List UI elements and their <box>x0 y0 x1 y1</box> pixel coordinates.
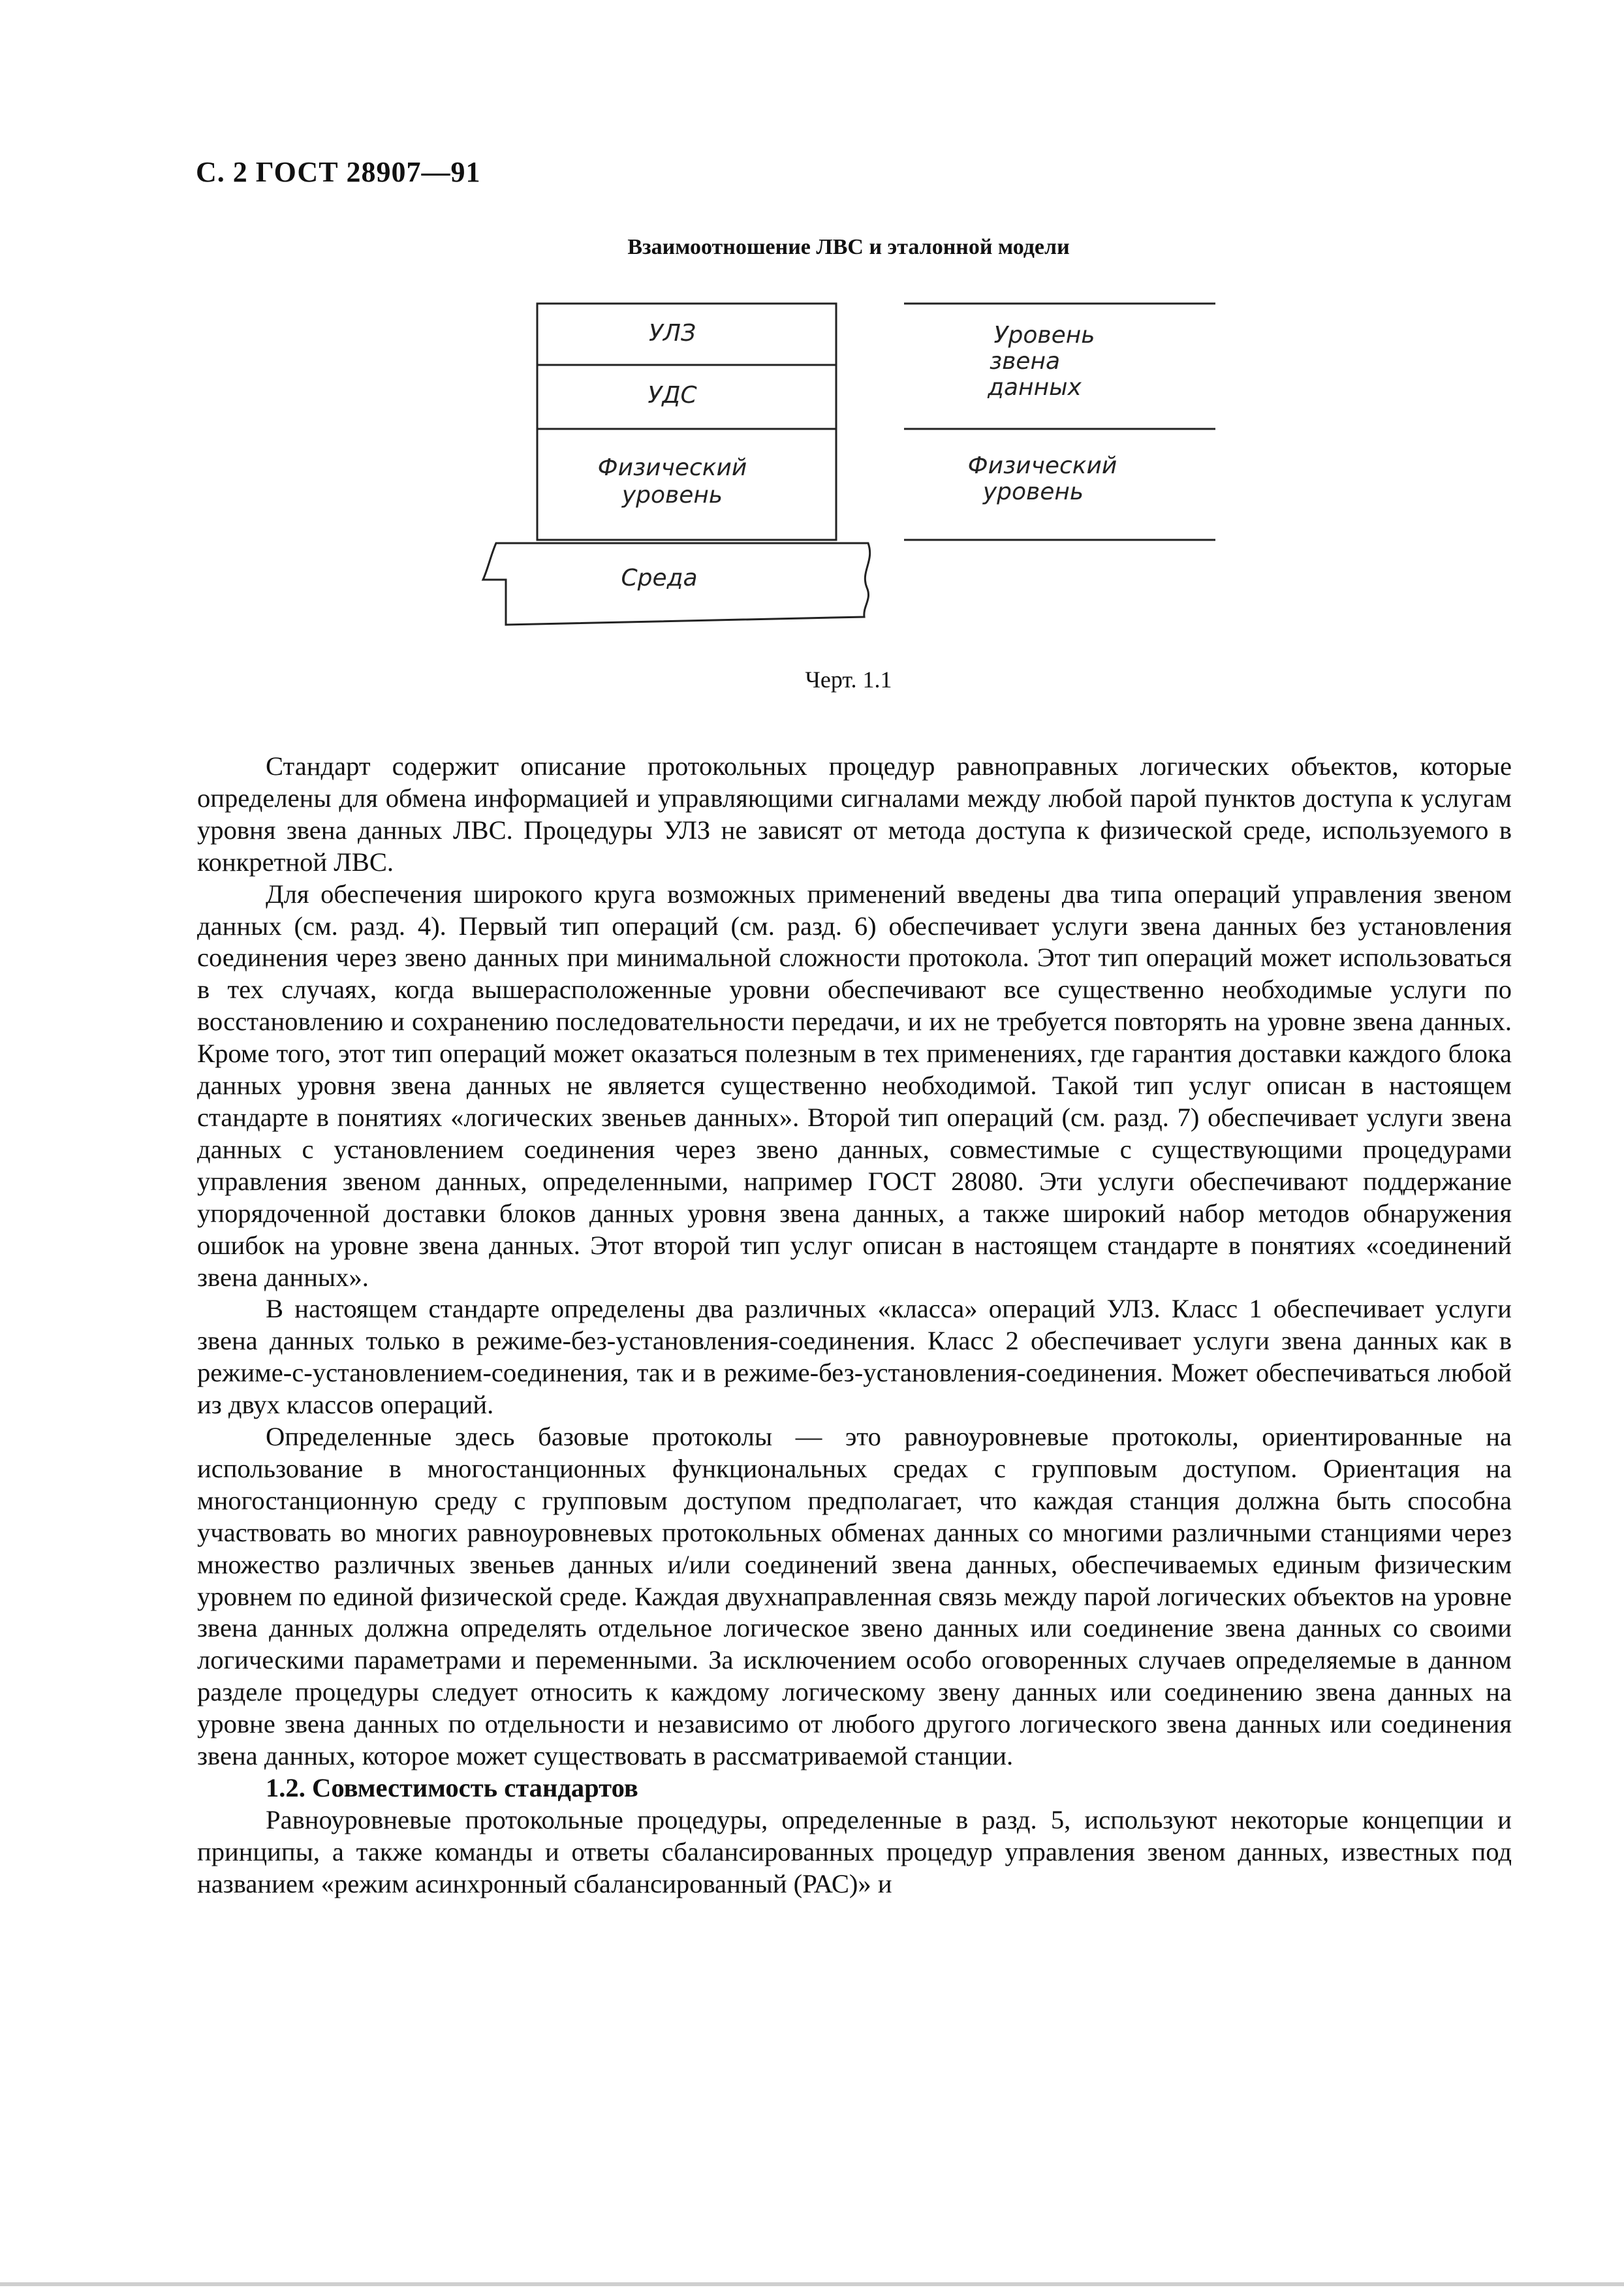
right-physical-line1: Физический <box>967 452 1117 479</box>
paragraph-5: Равноуровневые протокольные процедуры, определенные в разд. 5, используют некоторые концепции и принципы, а также команды и ответы сбалансированных процедур управления звеном данных, известных под названием «режим асинхронный сбалансированный (РАС)» и <box>197 1804 1512 1898</box>
link-level-line2: звена <box>989 348 1061 375</box>
figure-caption: Черт. 1.1 <box>805 667 892 693</box>
link-level-line1: Уровень <box>993 322 1095 349</box>
paragraph-3: В настоящем стандарте определены два различных «класса» операций УЛЗ. Класс 1 обеспечивает услуги звена данных только в режиме-без-установления-соединения. Класс 2 обеспечивает услуги звена данных как в режиме-с-установлением-соединения, так и в режиме-без-установления-соединения. Может обеспечиваться любой из двух классов операций. <box>197 1294 1512 1420</box>
physical-label-line1: Физический <box>597 454 747 481</box>
scan-bottom-edge <box>0 2282 1624 2286</box>
figure-title: Взаимоотношение ЛВС и эталонной модели <box>627 235 1070 259</box>
uds-label: УДС <box>648 382 697 409</box>
paragraph-4: Определенные здесь базовые протоколы — это равноуровневые протоколы, ориентированные на использование в многостанционных функциональных средах с групповым доступом. Ориентация на многостанционную среду с групповым доступом предполагает, что каждая станция должна быть способна участвовать во многих равноуровневых протокольных обменах данных со многими различными станциями через множество различных звеньев данных и/или соединений звена данных, обеспечиваемых единым физическим уровнем по единой физической среде. Каждая двухнаправленная связь между парой логических объектов на уровне звена данных должна определять отдельное логическое звено данных или соединение звена данных со своими логическими параметрами и переменными. За исключением особо оговоренных случаев определяемые в данном разделе процедуры следует относить к каждому логическому звену данных или соединению звена данных на уровне звена данных по отдельности и независимо от любого другого логического звена данных или соединения звена данных, которое может существовать в рассматриваемой станции. <box>197 1422 1512 1771</box>
ulz-label: УЛЗ <box>648 320 696 347</box>
link-level-line3: данных <box>988 374 1082 401</box>
page-header: С. 2 ГОСТ 28907—91 <box>196 156 481 188</box>
body-text <box>197 751 1512 1900</box>
physical-label-line2: уровень <box>621 482 723 509</box>
paragraph-2: Для обеспечения широкого круга возможных применений введены два типа операций управления звеном данных (см. разд. 4). Первый тип операций (см. разд. 6) обеспечивает услуги звена данных без установления соединения через звено данных при минимальной сложности протокола. Этот тип операций может использоваться в тех случаях, когда вышерасположенные уровни обеспечивают все существенно необходимые услуги по восстановлению и сохранению последовательности передачи, и их не требуется повторять на уровне звена данных. Кроме того, этот тип операций может оказаться полезным в тех применениях, где гарантия доставки каждого блока данных уровня звена данных не является существенно необходимой. Такой тип услуг описан в настоящем стандарте в понятиях «логических звеньев данных». Второй тип операций (см. разд. 7) обеспечивает услуги звена данных с установлением соединения через звено данных, совместимые с существующими процедурами управления звеном данных, определенными, например ГОСТ 28080. Эти услуги обеспечивают поддержание упорядоченной доставки блоков данных уровня звена данных, а также широкий набор методов обнаружения ошибок на уровне звена данных. Этот второй тип услуг описан в настоящем стандарте в понятиях «соединений звена данных». <box>197 879 1512 1292</box>
right-physical-line2: уровень <box>982 479 1084 505</box>
lan-reference-model-diagram <box>0 0 1624 653</box>
paragraph-1: Стандарт содержит описание протокольных процедур равноправных логических объектов, которые определены для обмена информацией и управляющими сигналами между любой парой пунктов доступа к услугам уровня звена данных ЛВС. Процедуры УЛЗ не зависят от метода доступа к физической среде, используемого в конкретной ЛВС. <box>197 751 1512 877</box>
medium-label: Среда <box>621 565 698 591</box>
section-heading: 1.2. Совместимость стандартов <box>266 1773 638 1802</box>
